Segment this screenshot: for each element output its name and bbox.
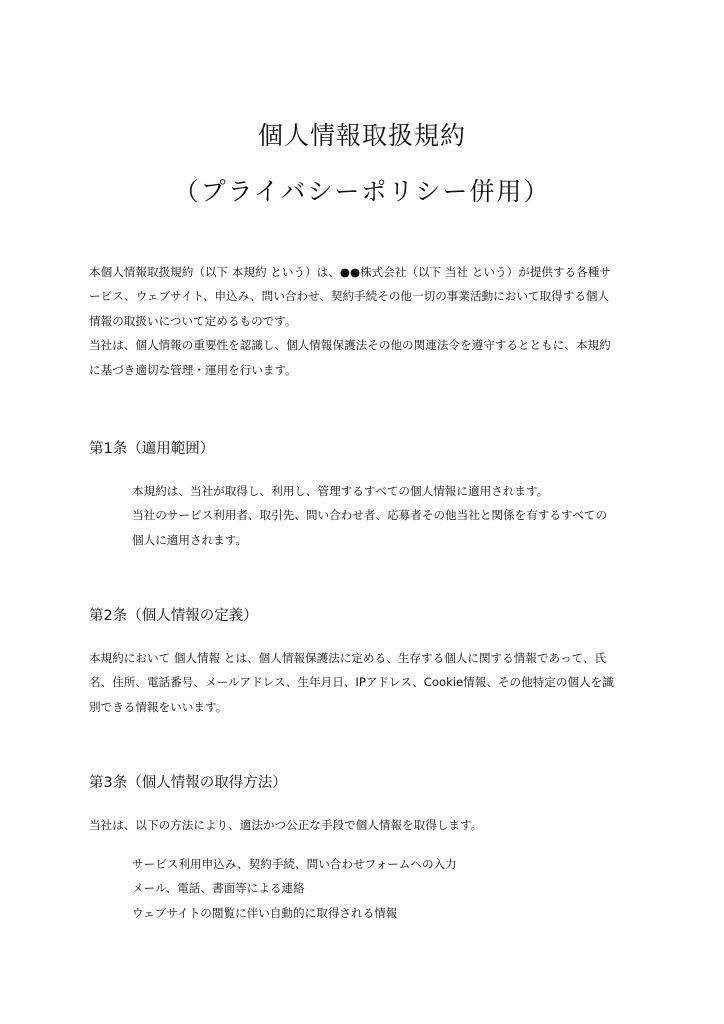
list-item: メール、電話、書面等による連絡 [132,881,305,896]
text-line: 別できる情報をいいます。 [89,699,228,714]
text-line: 情報の取扱いについて定めるものです。 [89,313,297,328]
list-item: サービス利用申込み、契約手続、問い合わせフォームへの入力 [132,857,457,871]
text-line: 当社は、以下の方法により、適法かつ公正な手段で個人情報を取得します。 [89,818,483,832]
text-line: 本規約は、当社が取得し、利用し、管理するすべての個人情報に適用されます。 [132,484,549,498]
intro-paragraph [89,260,634,382]
text-line: 当社は、個人情報の重要性を認識し、個人情報保護法その他の関連法令を遵守するとともに、本規約 [89,338,611,353]
text-line: に基づき適切な管理・運用を行います。 [89,362,297,377]
document-title: 個人情報取扱規約 [257,121,466,150]
text-line: 名、住所、電話番号、メールアドレス、生年月日、IPアドレス、Cookie情報、その他特定の個人を識 [89,675,614,690]
document-subtitle: （プライバシーポリシー併用） [173,177,551,206]
article-2-heading: 第2条（個人情報の定義） [89,608,258,624]
article-3-lead [89,813,634,837]
text-line: ービス、ウェブサイト、申込み、問い合わせ、契約手続その他一切の事業活動において取得する個人 [89,289,610,304]
article-3-heading: 第3条（個人情報の取得方法） [89,775,287,791]
text-line: 本個人情報取扱規約（以下 本規約 という）は、●●株式会社（以下 当社 という）が提供する各種サ [89,265,611,279]
text-line: 個人に適用されます。 [132,532,248,547]
article-3-list [132,852,677,925]
article-2-body [89,646,634,719]
text-line: 本規約において 個人情報 とは、個人情報保護法に定める、生存する個人に関する情報であって、氏 [89,651,607,665]
article-1-body [132,479,677,552]
list-item: ウェブサイトの閲覧に伴い自動的に取得される情報 [132,905,398,920]
text-line: 当社のサービス利用者、取引先、問い合わせ者、応募者その他当社と関係を有するすべての [132,508,608,523]
article-1-heading: 第1条（適用範囲） [89,441,215,457]
